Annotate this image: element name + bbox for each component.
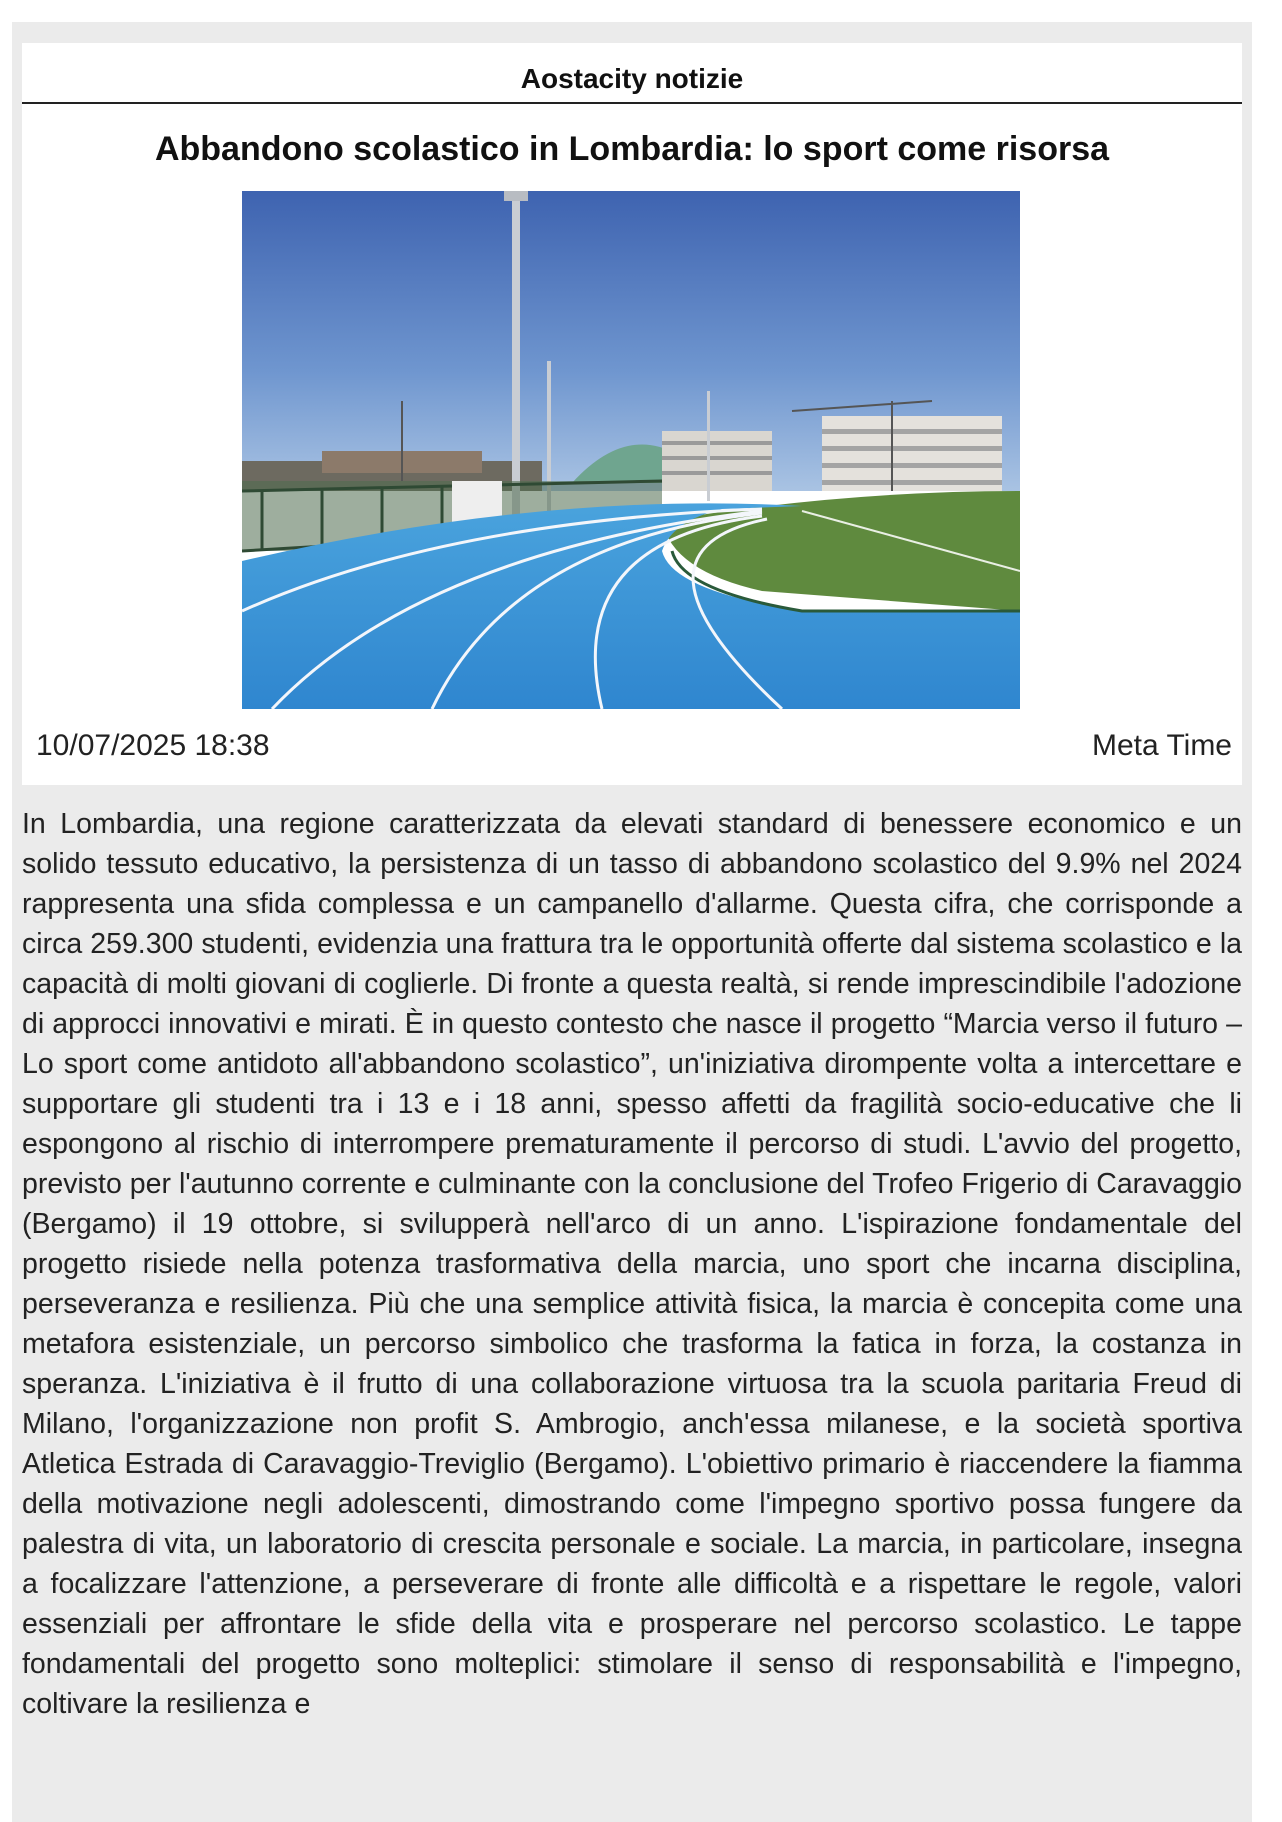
article-page [12, 22, 1252, 1822]
header-divider [22, 102, 1242, 104]
article-header-card [22, 43, 1242, 785]
article-body: In Lombardia, una regione caratterizzata da elevati standard di benessere economico e un solido tessuto educativo, la persistenza di un tasso di abbandono scolastico del 9.9% nel 2024 rappresenta una sfida complessa e un campanello d'allarme. Questa cifra, che corrisponde a circa 259.300 studenti, evidenzia una frattura tra le opportunità offerte dal sistema scolastico e la capacità di molti giovani di coglierle. Di fronte a questa realtà, si rende imprescindibile l'adozione di approcci innovativi e mirati. È in questo contesto che nasce il progetto “Marcia verso il futuro – Lo sport come antidoto all'abbandono scolastico”, un'iniziativa dirompente volta a intercettare e supportare gli studenti tra i 13 e i 18 anni, spesso affetti da fragilità socio-educative che li espongono al rischio di interrompere prematuramente il percorso di studi. L'avvio del progetto, previsto per l'autunno corrente e culminante con la conclusione del Trofeo Frigerio di Caravaggio (Bergamo) il 19 ottobre, si svilupperà nell'arco di un anno. L'ispirazione fondamentale del progetto risiede nella potenza trasformativa della marcia, uno sport che incarna disciplina, perseveranza e resilienza. Più che una semplice attività fisica, la marcia è concepita come una metafora esistenziale, un percorso simbolico che trasforma la fatica in forza, la costanza in speranza. L'iniziativa è il frutto di una collaborazione virtuosa tra la scuola paritaria Freud di Milano, l'organizzazione non profit S. Ambrogio, anch'essa milanese, e la società sportiva Atletica Estrada di Caravaggio-Treviglio (Bergamo). L'obiettivo primario è riaccendere la fiamma della motivazione negli adolescenti, dimostrando come l'impegno sportivo possa fungere da palestra di vita, un laboratorio di crescita personale e sociale. La marcia, in particolare, insegna a focalizzare l'attenzione, a perseverare di fronte alle difficoltà e a rispettare le regole, valori essenziali per affrontare le sfide della vita e prosperare nel percorso scolastico. Le tappe fondamentali del progetto sono molteplici: stimolare il senso di responsabilità e l'impegno, coltivare la resilienza e [22, 808, 1242, 1720]
source-name: Aostacity notizie [520, 63, 744, 94]
athletics-track-photo [242, 191, 1020, 709]
article-headline: Abbandono scolastico in Lombardia: lo sport come risorsa [154, 130, 1110, 168]
publish-date: 10/07/2025 18:38 [36, 729, 270, 762]
author-name: Meta Time [1091, 729, 1232, 762]
